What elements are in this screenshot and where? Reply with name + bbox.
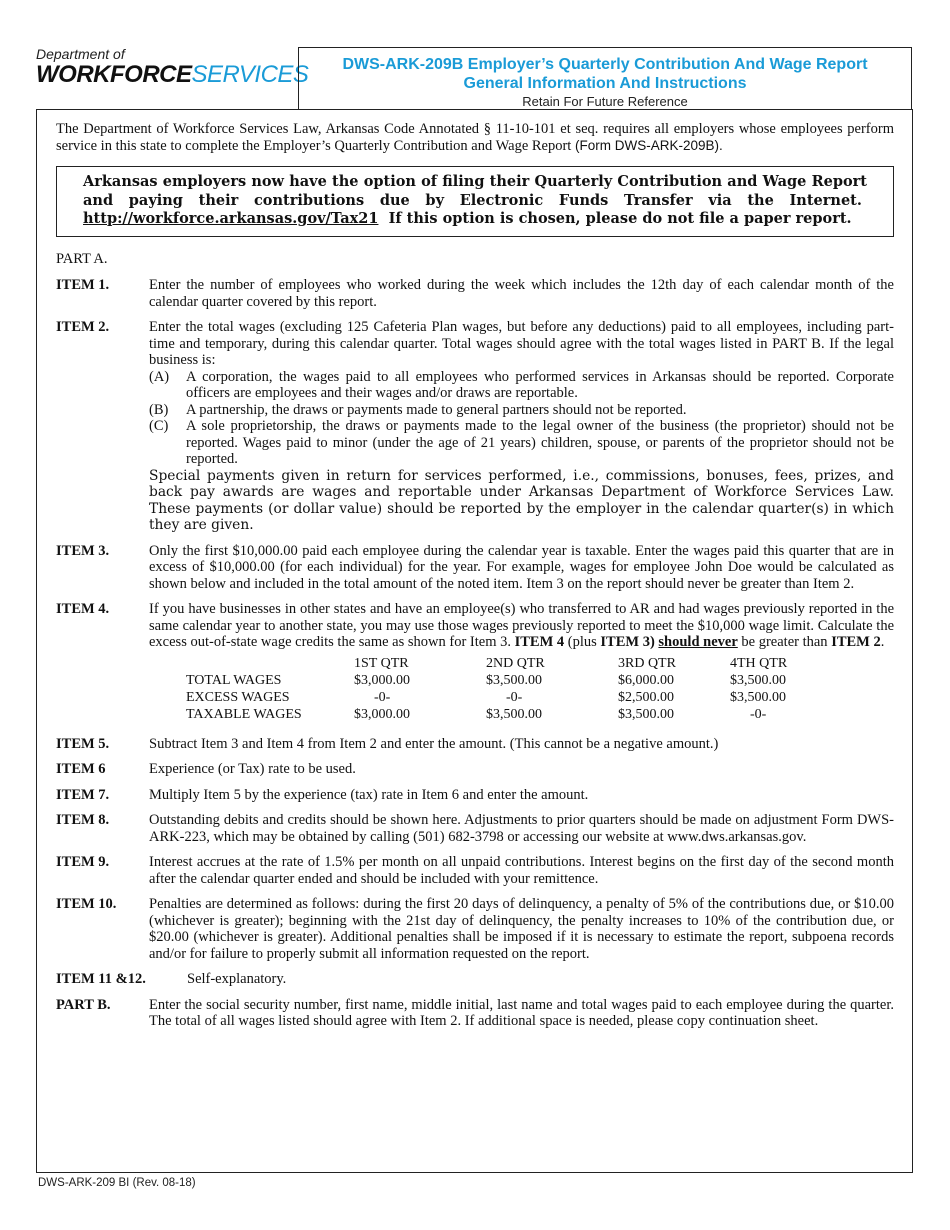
table-cell: $3,500.00: [730, 672, 786, 688]
item-text: Experience (or Tax) rate to be used.: [149, 761, 356, 777]
row-label: EXCESS WAGES: [186, 689, 290, 705]
intro-form-ref: (Form DWS-ARK-209B).: [574, 137, 723, 153]
item-2-sub-a: [149, 369, 894, 402]
item-2-sub-b: [149, 402, 894, 419]
notice-text-after: If this option is chosen, please do not file a paper report.: [388, 210, 852, 227]
table-cell: $3,500.00: [618, 706, 674, 722]
part-b: [56, 997, 894, 1030]
item-5: [56, 736, 894, 753]
agency-logo: [36, 46, 309, 88]
item-11-12: [56, 971, 894, 988]
item-label: ITEM 11 &12.: [56, 971, 146, 987]
sub-text: A corporation, the wages paid to all employees who performed services in Arkansas should be reported. Corporate officers are employees and their wages and/or draws are reportable.: [186, 368, 894, 401]
item-label: ITEM 10.: [56, 896, 117, 912]
table-row: [186, 672, 862, 689]
item-label: ITEM 6: [56, 761, 106, 777]
item-7: [56, 787, 894, 804]
table-cell: -0-: [750, 706, 767, 722]
item-label: ITEM 2.: [56, 319, 110, 335]
item-text: Enter the number of employees who worked during the week which includes the 12th day of each calendar month of the calendar quarter covered by this report.: [149, 277, 894, 310]
instructions-body: [56, 121, 894, 1039]
document-title-box: [298, 47, 912, 109]
intro-text: The Department of Workforce Services Law, Arkansas Code Annotated § 11-10-101 et seq. requires all employers whose employees perform service in this state to complete the Employer’s Quarterly Contribution and Wage Report: [56, 121, 894, 154]
table-cell: $3,500.00: [486, 672, 542, 688]
table-cell: -0-: [374, 689, 391, 705]
item-text: Self-explanatory.: [187, 971, 287, 987]
item-1: [56, 277, 894, 310]
column-header: 3RD QTR: [618, 655, 676, 671]
table-row: [186, 706, 862, 723]
item-text: Subtract Item 3 and Item 4 from Item 2 and enter the amount. (This cannot be a negative amount.): [149, 735, 719, 752]
column-header: 2ND QTR: [486, 655, 545, 671]
table-header-row: [186, 655, 862, 672]
item-6: [56, 761, 894, 778]
item-label: ITEM 8.: [56, 812, 110, 828]
efile-link[interactable]: http://workforce.arkansas.gov/Tax21: [83, 210, 379, 227]
item-text: Enter the social security number, first name, middle initial, last name and total wages paid to each employee during the quarter. The total of all wages listed should agree with Item 2. If additional space is needed, please copy continuation sheet.: [149, 996, 894, 1029]
item-text: Penalties are determined as follows: during the first 20 days of delinquency, a penalty of 5% of the contributions due, or $10.00 (whichever is greater); beginning with the 21st day of delinquency, the penalty increases to 10% of the contribution due, or $20.00 (whichever is greater). Additional penalties shall be imposed if it is necessary to estimate the report, subpoena records and/or for failure to properly submit all information requested on the report.: [149, 896, 894, 962]
sub-text: A sole proprietorship, the draws or payments made to the legal owner of the business (the proprietor) should not be reported. Wages paid to minor (under the age of 21 years) children, spouse, or parents of the proprietor should not be reported.: [186, 418, 894, 467]
document-subtitle: General Information And Instructions: [463, 75, 747, 92]
row-label: TAXABLE WAGES: [186, 706, 302, 722]
item-text: Multiply Item 5 by the experience (tax) rate in Item 6 and enter the amount.: [149, 786, 589, 803]
item-3: [56, 543, 894, 593]
logo-department-text: Department of: [36, 46, 125, 62]
item-4: [56, 601, 894, 727]
sub-key: (C): [149, 418, 169, 434]
document-title: DWS-ARK-209B Employer’s Quarterly Contribution And Wage Report: [342, 56, 868, 73]
item-label: PART B.: [56, 996, 111, 1013]
item-label: ITEM 1.: [56, 277, 110, 293]
row-label: TOTAL WAGES: [186, 672, 282, 688]
item-10: [56, 896, 894, 962]
table-cell: -0-: [506, 689, 523, 705]
column-header: 4TH QTR: [730, 655, 788, 671]
table-cell: $2,500.00: [618, 689, 674, 705]
logo-services-text: SERVICES: [191, 61, 309, 88]
notice-text: Arkansas employers now have the option of filing their Quarterly Contribution and Wage Report and paying their contributions due by Electronic Funds Transfer via the Internet.: [83, 173, 867, 209]
item-2-sub-c: [149, 418, 894, 468]
table-cell: $3,000.00: [354, 672, 410, 688]
sub-text: A partnership, the draws or payments made to general partners should not be reported.: [186, 401, 687, 418]
item-label: ITEM 9.: [56, 854, 110, 870]
item-label: ITEM 3.: [56, 542, 110, 559]
part-a-heading: PART A.: [56, 250, 108, 267]
item-label: ITEM 4.: [56, 601, 110, 617]
table-cell: $6,000.00: [618, 672, 674, 688]
item-text: Only the first $10,000.00 paid each employee during the calendar year is taxable. Enter the wages paid this quarter that are in excess of $10,000.00 (for each individual) for the year. For example, wages for employee John Doe would be calculated as shown below and included in the total amount of the noted item. Item 3 on the report should never be greater than Item 2.: [149, 542, 894, 592]
item-9: [56, 854, 894, 887]
item-label: ITEM 7.: [56, 786, 110, 803]
retain-note: Retain For Future Reference: [522, 94, 688, 109]
item-text: If you have businesses in other states and have an employee(s) who transferred to AR and had wages previously reported in the same calendar year to another state, you may use those wages previously reported to meet the $10,000 wage limit. Calculate the excess out-of-state wage credits the same as shown for Item 3. ITEM 4 (plus ITEM 3) should never be greater than ITEM 2.: [149, 601, 894, 650]
item-8: [56, 812, 894, 845]
column-header: 1ST QTR: [354, 655, 409, 671]
special-payments-note: Special payments given in return for services performed, i.e., commissions, bonuses, fees, prizes, and back pay awards are wages and reportable under Arkansas Department of Workforce Services Law. These payments (or dollar value) should be reported by the employer in the calendar quarter(s) in which they are given.: [149, 467, 894, 533]
wage-example-table: [186, 655, 862, 723]
item-text: Outstanding debits and credits should be shown here. Adjustments to prior quarters should be made on adjustment Form DWS-ARK-223, which may be obtained by calling (501) 682-3798 or accessing our website at www.dws.arkansas.gov.: [149, 812, 894, 845]
item-text: Enter the total wages (excluding 125 Cafeteria Plan wages, but before any deductions) paid to all employees, including part-time and temporary, during this calendar quarter. Total wages should agree with the total wages listed in PART B. If the legal business is:: [149, 319, 894, 368]
table-cell: $3,000.00: [354, 706, 410, 722]
item-label: ITEM 5.: [56, 735, 110, 752]
logo-workforce-text: WORKFORCE: [36, 61, 192, 88]
form-code-footer: DWS-ARK-209 BI (Rev. 08-18): [38, 1177, 196, 1189]
item-text: Interest accrues at the rate of 1.5% per month on all unpaid contributions. Interest begins on the first day of the second month after the calendar quarter ended and should be included with your remittence.: [149, 854, 894, 887]
efile-notice: [56, 166, 894, 237]
table-cell: $3,500.00: [486, 706, 542, 722]
intro-paragraph: [56, 121, 894, 154]
table-cell: $3,500.00: [730, 689, 786, 705]
table-row: [186, 689, 862, 706]
sub-key: (B): [149, 401, 169, 418]
sub-key: (A): [149, 368, 170, 385]
item-2: [56, 319, 894, 534]
